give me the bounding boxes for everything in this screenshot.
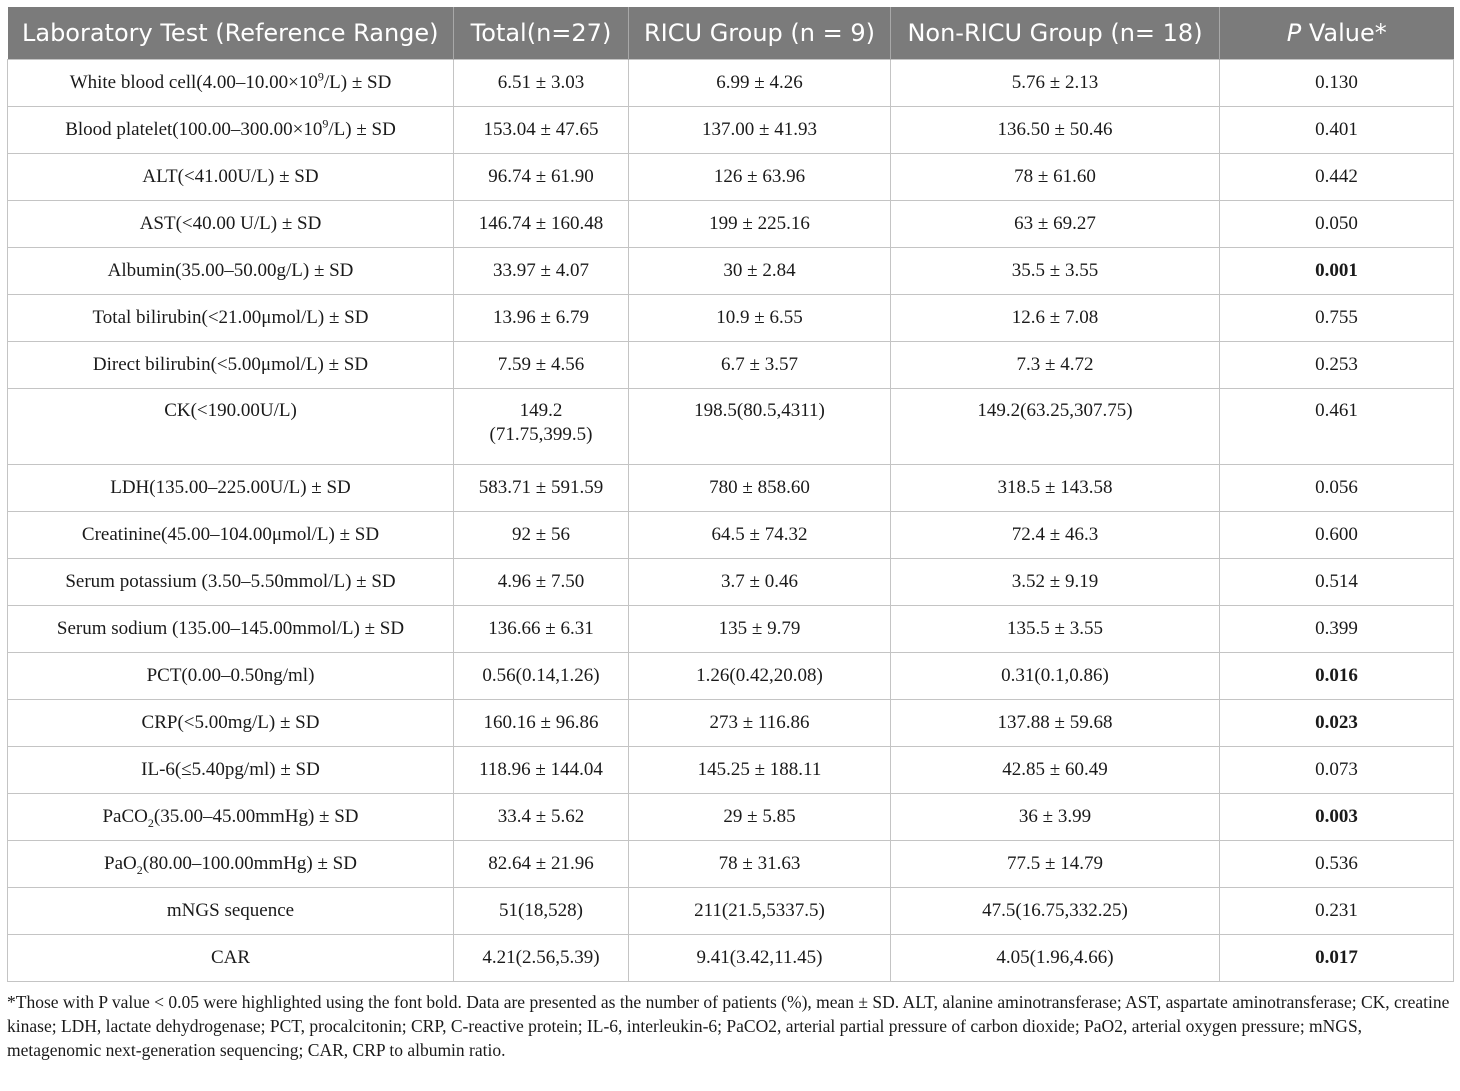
cell-p-value: 0.001 (1220, 247, 1454, 294)
test-name-text: CRP(<5.00mg/L) ± SD (141, 711, 320, 733)
cell-p-value: 0.536 (1220, 840, 1454, 887)
cell-test-name (8, 106, 454, 153)
cell-ricu: 137.00 ± 41.93 (629, 106, 891, 153)
cell-non-ricu: 149.2(63.25,307.75) (891, 388, 1220, 464)
cell-p-value: 0.050 (1220, 200, 1454, 247)
cell-ricu: 3.7 ± 0.46 (629, 558, 891, 605)
cell-total: 4.21(2.56,5.39) (454, 934, 629, 981)
cell-p-value: 0.461 (1220, 388, 1454, 464)
cell-test-name (8, 341, 454, 388)
total-line-1: 149.2 (519, 399, 563, 421)
cell-test-name (8, 887, 454, 934)
cell-p-value: 0.399 (1220, 605, 1454, 652)
header-ricu-group: RICU Group (n = 9) (629, 7, 891, 59)
cell-test-name (8, 793, 454, 840)
cell-total: 82.64 ± 21.96 (454, 840, 629, 887)
header-p-rest: Value* (1301, 18, 1387, 47)
table-row (8, 388, 1454, 464)
cell-test-name (8, 464, 454, 511)
table-row (8, 341, 1454, 388)
header-p-italic: P (1286, 18, 1302, 47)
cell-non-ricu: 136.50 ± 50.46 (891, 106, 1220, 153)
cell-p-value: 0.401 (1220, 106, 1454, 153)
table-row (8, 840, 1454, 887)
test-name-suffix: /L) ± SD (328, 118, 396, 140)
cell-p-value: 0.253 (1220, 341, 1454, 388)
cell-non-ricu: 77.5 ± 14.79 (891, 840, 1220, 887)
cell-non-ricu: 0.31(0.1,0.86) (891, 652, 1220, 699)
test-name-text: CK(<190.00U/L) (164, 399, 297, 421)
cell-p-value: 0.442 (1220, 153, 1454, 200)
cell-p-value: 0.023 (1220, 699, 1454, 746)
cell-p-value: 0.600 (1220, 511, 1454, 558)
cell-test-name (8, 59, 454, 106)
cell-ricu: 1.26(0.42,20.08) (629, 652, 891, 699)
table-row (8, 106, 1454, 153)
cell-total: 146.74 ± 160.48 (454, 200, 629, 247)
cell-ricu: 10.9 ± 6.55 (629, 294, 891, 341)
cell-p-value: 0.073 (1220, 746, 1454, 793)
cell-test-name (8, 652, 454, 699)
table-row (8, 200, 1454, 247)
test-name-text: ALT(<41.00U/L) ± SD (142, 165, 319, 187)
cell-test-name (8, 388, 454, 464)
table-row (8, 558, 1454, 605)
cell-p-value: 0.755 (1220, 294, 1454, 341)
cell-ricu: 211(21.5,5337.5) (629, 887, 891, 934)
cell-total: 7.59 ± 4.56 (454, 341, 629, 388)
cell-test-name (8, 934, 454, 981)
test-name-text: Total bilirubin(<21.00μmol/L) ± SD (92, 306, 369, 328)
test-name-text: mNGS sequence (166, 899, 295, 921)
cell-ricu: 135 ± 9.79 (629, 605, 891, 652)
cell-non-ricu: 12.6 ± 7.08 (891, 294, 1220, 341)
cell-ricu: 126 ± 63.96 (629, 153, 891, 200)
cell-p-value: 0.056 (1220, 464, 1454, 511)
lab-table-document (7, 7, 1453, 1062)
test-name-text: Serum potassium (3.50–5.50mmol/L) ± SD (65, 570, 396, 592)
test-name-text: AST(<40.00 U/L) ± SD (139, 212, 322, 234)
test-name-text: Serum sodium (135.00–145.00mmol/L) ± SD (56, 617, 405, 639)
test-name-text: Albumin(35.00–50.00g/L) ± SD (107, 259, 354, 281)
cell-total: 153.04 ± 47.65 (454, 106, 629, 153)
cell-p-value: 0.130 (1220, 59, 1454, 106)
header-total: Total(n=27) (454, 7, 629, 59)
cell-p-value: 0.003 (1220, 793, 1454, 840)
cell-ricu: 6.99 ± 4.26 (629, 59, 891, 106)
cell-ricu: 145.25 ± 188.11 (629, 746, 891, 793)
test-name-subscript: 2 (136, 862, 143, 877)
header-laboratory-test: Laboratory Test (Reference Range) (8, 7, 454, 59)
table-body (8, 59, 1454, 981)
laboratory-results-table (7, 7, 1454, 982)
cell-ricu: 273 ± 116.86 (629, 699, 891, 746)
cell-total: 583.71 ± 591.59 (454, 464, 629, 511)
table-row (8, 934, 1454, 981)
test-name-suffix: (35.00–45.00mmHg) ± SD (153, 805, 359, 827)
cell-non-ricu: 5.76 ± 2.13 (891, 59, 1220, 106)
cell-test-name (8, 699, 454, 746)
cell-total: 6.51 ± 3.03 (454, 59, 629, 106)
cell-non-ricu: 78 ± 61.60 (891, 153, 1220, 200)
cell-ricu: 198.5(80.5,4311) (629, 388, 891, 464)
table-footnote: *Those with P value < 0.05 were highlighted using the font bold. Data are presented as the number of patients (%), mean ± SD. ALT, alanine aminotransferase; AST, aspartate aminotransferase; CK, creatine kinase; LDH, lactate dehydrogenase; PCT, procalcitonin; CRP, C-reactive protein; IL-6, interleukin-6; PaCO2, arterial partial pressure of carbon dioxide; PaO2, arterial oxygen pressure; mNGS, metagenomic next-generation sequencing; CAR, CRP to albumin ratio. (7, 991, 1450, 1060)
cell-p-value: 0.514 (1220, 558, 1454, 605)
table-row (8, 294, 1454, 341)
cell-total: 96.74 ± 61.90 (454, 153, 629, 200)
cell-total: 33.4 ± 5.62 (454, 793, 629, 840)
table-row (8, 746, 1454, 793)
table-row (8, 699, 1454, 746)
test-name-text: LDH(135.00–225.00U/L) ± SD (110, 476, 351, 498)
test-name-text: CAR (210, 946, 251, 968)
table-row (8, 652, 1454, 699)
table-row (8, 793, 1454, 840)
cell-p-value: 0.016 (1220, 652, 1454, 699)
cell-non-ricu: 42.85 ± 60.49 (891, 746, 1220, 793)
test-name-text: PaO (104, 852, 137, 874)
cell-non-ricu: 36 ± 3.99 (891, 793, 1220, 840)
cell-ricu: 78 ± 31.63 (629, 840, 891, 887)
cell-total: 51(18,528) (454, 887, 629, 934)
cell-non-ricu: 35.5 ± 3.55 (891, 247, 1220, 294)
cell-test-name (8, 511, 454, 558)
cell-non-ricu: 3.52 ± 9.19 (891, 558, 1220, 605)
table-row (8, 464, 1454, 511)
cell-non-ricu: 63 ± 69.27 (891, 200, 1220, 247)
cell-test-name (8, 247, 454, 294)
cell-total: 4.96 ± 7.50 (454, 558, 629, 605)
header-p-value (1220, 7, 1454, 59)
test-name-text: Creatinine(45.00–104.00μmol/L) ± SD (81, 523, 380, 545)
cell-total: 118.96 ± 144.04 (454, 746, 629, 793)
cell-ricu: 64.5 ± 74.32 (629, 511, 891, 558)
test-name-text: IL-6(≤5.40pg/ml) ± SD (141, 758, 320, 780)
cell-total (454, 388, 629, 464)
cell-non-ricu: 72.4 ± 46.3 (891, 511, 1220, 558)
cell-ricu: 29 ± 5.85 (629, 793, 891, 840)
test-name-suffix: /L) ± SD (323, 71, 392, 93)
cell-total: 92 ± 56 (454, 511, 629, 558)
table-row (8, 59, 1454, 106)
table-row (8, 887, 1454, 934)
test-name-text: White blood cell(4.00–10.00×10 (69, 71, 318, 93)
cell-ricu: 780 ± 858.60 (629, 464, 891, 511)
cell-total: 0.56(0.14,1.26) (454, 652, 629, 699)
cell-non-ricu: 47.5(16.75,332.25) (891, 887, 1220, 934)
cell-total: 136.66 ± 6.31 (454, 605, 629, 652)
table-row (8, 605, 1454, 652)
cell-test-name (8, 605, 454, 652)
test-name-suffix: (80.00–100.00mmHg) ± SD (142, 852, 357, 874)
cell-test-name (8, 746, 454, 793)
cell-test-name (8, 840, 454, 887)
cell-test-name (8, 294, 454, 341)
cell-total: 160.16 ± 96.86 (454, 699, 629, 746)
cell-p-value: 0.017 (1220, 934, 1454, 981)
cell-ricu: 199 ± 225.16 (629, 200, 891, 247)
table-row (8, 153, 1454, 200)
test-name-superscript: 9 (317, 69, 324, 84)
cell-total: 33.97 ± 4.07 (454, 247, 629, 294)
test-name-text: PCT(0.00–0.50ng/ml) (146, 664, 315, 686)
cell-p-value: 0.231 (1220, 887, 1454, 934)
total-line-2: (71.75,399.5) (489, 423, 593, 445)
cell-ricu: 6.7 ± 3.57 (629, 341, 891, 388)
test-name-text: Direct bilirubin(<5.00μmol/L) ± SD (92, 353, 369, 375)
cell-test-name (8, 558, 454, 605)
cell-ricu: 9.41(3.42,11.45) (629, 934, 891, 981)
test-name-text: PaCO (102, 805, 148, 827)
cell-non-ricu: 7.3 ± 4.72 (891, 341, 1220, 388)
test-name-superscript: 9 (322, 116, 329, 131)
cell-test-name (8, 200, 454, 247)
cell-non-ricu: 318.5 ± 143.58 (891, 464, 1220, 511)
cell-non-ricu: 137.88 ± 59.68 (891, 699, 1220, 746)
table-header-row (8, 7, 1454, 59)
test-name-subscript: 2 (147, 815, 154, 830)
cell-ricu: 30 ± 2.84 (629, 247, 891, 294)
header-non-ricu-group: Non-RICU Group (n= 18) (891, 7, 1220, 59)
cell-non-ricu: 135.5 ± 3.55 (891, 605, 1220, 652)
table-row (8, 247, 1454, 294)
cell-non-ricu: 4.05(1.96,4.66) (891, 934, 1220, 981)
cell-test-name (8, 153, 454, 200)
table-row (8, 511, 1454, 558)
cell-total: 13.96 ± 6.79 (454, 294, 629, 341)
test-name-text: Blood platelet(100.00–300.00×10 (65, 118, 323, 140)
